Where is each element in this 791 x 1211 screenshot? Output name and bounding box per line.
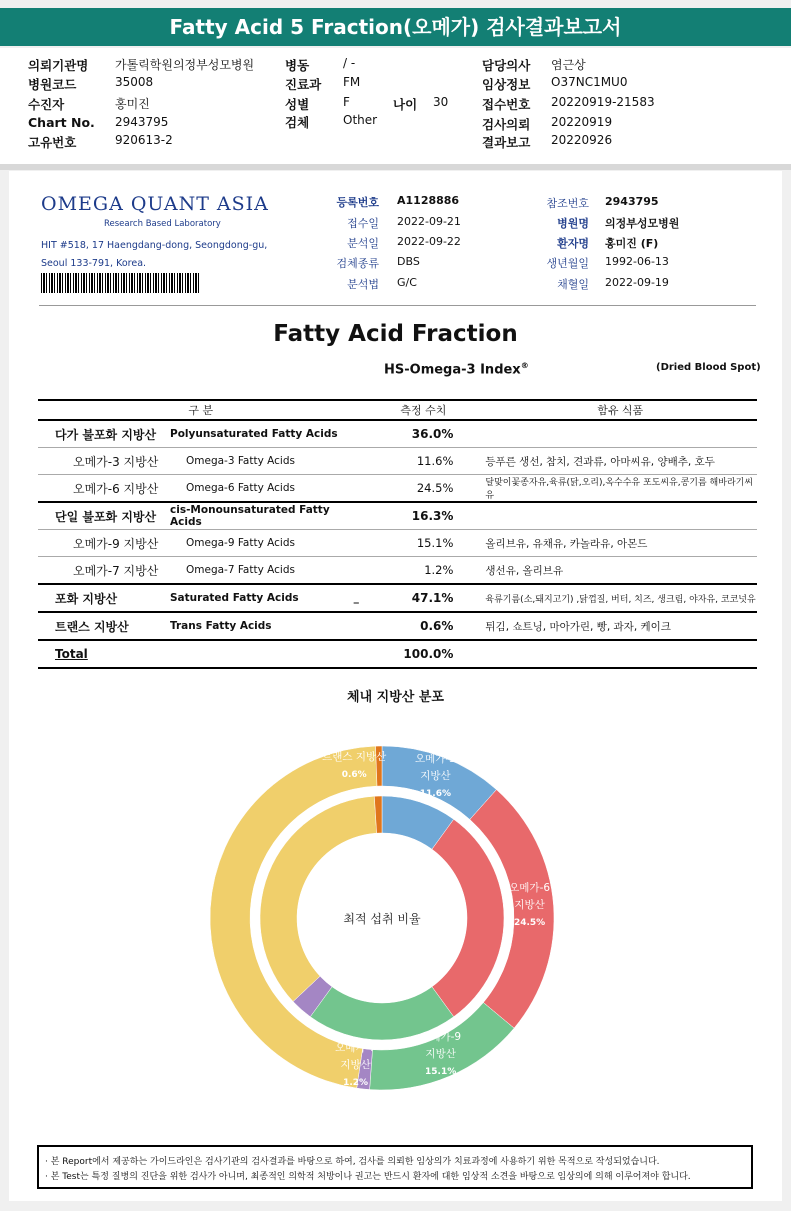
info-value: 2943795 xyxy=(115,115,169,129)
report-title-bar xyxy=(0,8,791,46)
row-food: 올리브유, 유채유, 카놀라유, 아몬드 xyxy=(483,530,757,557)
row-name-en: Omega-7 Fatty Acids xyxy=(170,557,363,585)
disclaimer-line: · 본 Test는 특정 질병의 진단을 위한 검사가 아니며, 최종적인 의학적 처방이나 권고는 반드시 환자에 대한 임상적 소견을 바탕으로 임상의에 의해 이루어져야 합니다. xyxy=(45,1172,691,1182)
disclaimer-line: · 본 Report에서 제공하는 가이드라인은 검사기관의 검사결과를 바탕으로 하여, 검사를 의뢰한 임상의가 치료과정에 사용하기 위한 목적으로 작성되었습니다. xyxy=(45,1157,660,1167)
reg-value: 2943795 xyxy=(605,195,659,208)
info-value: 홍미진 xyxy=(115,97,150,111)
table-row-total xyxy=(38,640,757,668)
row-value: 36.0% xyxy=(411,427,454,441)
reg-value: 2022-09-22 xyxy=(397,235,461,248)
subtitle-text: HS-Omega-3 Index xyxy=(384,362,521,378)
slice-value-label: 11.6% xyxy=(419,788,452,799)
row-name-en-text: Saturated Fatty Acids xyxy=(170,592,299,604)
reg-value: DBS xyxy=(397,255,420,268)
info-label: 수진자 xyxy=(28,97,65,112)
row-value: 0.6% xyxy=(363,612,483,640)
reg-label: 등록번호 xyxy=(336,196,379,209)
column-header: 측정 수치 xyxy=(363,400,483,420)
row-food: 생선유, 올리브유 xyxy=(483,557,757,585)
info-label: 접수번호 xyxy=(482,97,531,112)
row-name-ko: 오메가-6 지방산 xyxy=(38,475,170,503)
total-label xyxy=(38,640,363,668)
table-row xyxy=(38,475,757,503)
row-food: 튀김, 쇼트닝, 마아가린, 빵, 과자, 케이크 xyxy=(483,612,757,640)
info-value: 염근상 xyxy=(551,58,586,72)
row-name-en: Omega-3 Fatty Acids xyxy=(170,448,363,475)
table-row xyxy=(38,612,757,640)
report-subtitle xyxy=(384,361,529,377)
patient-info-panel xyxy=(0,48,791,164)
table-row xyxy=(38,448,757,475)
slice-name-label: 지방산 xyxy=(425,1048,456,1061)
slice-value-label: 47.1% xyxy=(161,911,193,922)
row-value: 11.6% xyxy=(363,448,483,475)
total-value: 100.0% xyxy=(363,640,483,668)
row-name-en: Trans Fatty Acids xyxy=(170,612,363,640)
row-value: 16.3% xyxy=(363,502,483,530)
reg-label: 병원명 xyxy=(557,217,589,230)
row-name-ko: 오메가-9 지방산 xyxy=(38,530,170,557)
info-label: 검체 xyxy=(285,115,310,130)
slice-name-label: 지방산 xyxy=(340,1059,371,1072)
reg-value: 1992-06-13 xyxy=(605,255,669,268)
slice-name-label: 오메가-9 xyxy=(420,1031,462,1044)
row-name-ko: 포화 지방산 xyxy=(38,584,170,612)
row-value: 1.2% xyxy=(363,557,483,585)
slice-value-label: 0.6% xyxy=(341,770,367,781)
info-value: 20220926 xyxy=(551,133,613,147)
reg-label: 채혈일 xyxy=(557,278,589,291)
info-label: 담당의사 xyxy=(482,58,531,73)
barcode xyxy=(41,273,201,293)
info-label: 나이 xyxy=(393,97,418,112)
reg-value: A1128886 xyxy=(397,194,460,207)
info-label: 의뢰기관명 xyxy=(28,58,89,73)
dash-mark: _ xyxy=(353,592,359,604)
info-value: FM xyxy=(343,75,361,89)
table-row xyxy=(38,584,757,612)
slice-name-label: 트랜스 지방산 xyxy=(322,751,387,764)
report-main-title: Fatty Acid Fraction xyxy=(273,321,518,347)
row-food xyxy=(483,640,757,668)
reg-value: 2022-09-19 xyxy=(605,276,669,289)
row-food xyxy=(483,502,757,530)
table-row xyxy=(38,530,757,557)
reg-label: 검체종류 xyxy=(336,257,379,270)
row-name-ko: 오메가-3 지방산 xyxy=(38,448,170,475)
row-name-ko: 단일 불포화 지방산 xyxy=(38,502,170,530)
address-line: HIT #518, 17 Haengdang-dong, Seongdong-gu, xyxy=(41,240,268,251)
reg-value: 2022-09-21 xyxy=(397,215,461,228)
slice-name-label: 오메가-3 xyxy=(414,752,456,765)
row-value: 24.5% xyxy=(363,475,483,503)
reg-label: 참조번호 xyxy=(546,197,589,210)
info-value: 35008 xyxy=(115,75,154,89)
row-value: 15.1% xyxy=(363,530,483,557)
row-name-ko: 다가 불포화 지방산 xyxy=(55,427,157,442)
fatty-acid-table xyxy=(38,399,757,669)
column-header: 구 분 xyxy=(38,400,363,420)
row-name-en: Omega-6 Fatty Acids xyxy=(170,475,363,503)
row-name-en: Omega-9 Fatty Acids xyxy=(170,530,363,557)
slice-name-label: 오메가-7 xyxy=(335,1042,377,1055)
total-text: Total xyxy=(55,647,88,661)
info-label: 임상정보 xyxy=(482,77,531,92)
info-value: F xyxy=(343,95,350,109)
center-label: 최적 섭취 비율 xyxy=(343,912,421,926)
info-label: 병원코드 xyxy=(28,77,77,92)
row-food: 육류기름(소,돼지고기) ,닭껍질, 버터, 치즈, 생크림, 야자유, 코코넛유 xyxy=(483,584,757,612)
info-value: O37NC1MU0 xyxy=(551,75,628,89)
row-name-en: cis-Monounsaturated Fatty Acids xyxy=(170,502,363,530)
row-food: 달맞이꽃종자유,육류(닭,오리),옥수수유 포도씨유,콩기름 해바라기씨유 xyxy=(483,475,757,503)
slice-value-label: 1.2% xyxy=(343,1078,369,1089)
info-value: 20220919-21583 xyxy=(551,95,655,109)
info-value: 30 xyxy=(433,95,449,109)
row-name-en xyxy=(170,584,363,612)
address-line: Seoul 133-791, Korea. xyxy=(41,258,147,269)
table-row xyxy=(38,420,757,448)
table-header xyxy=(38,400,757,420)
reg-value: G/C xyxy=(397,276,417,289)
info-label: 고유번호 xyxy=(28,135,77,150)
reg-label: 접수일 xyxy=(347,217,379,230)
slice-name-label: 오메가-6 xyxy=(509,882,551,895)
report-title: Fatty Acid 5 Fraction(오메가) 검사결과보고서 xyxy=(169,15,622,39)
reg-label: 생년월일 xyxy=(546,257,589,270)
reg-label: 분석일 xyxy=(347,237,379,250)
info-label: 검사의뢰 xyxy=(482,117,531,132)
reg-value: 의정부성모병원 xyxy=(605,217,680,230)
info-label: 결과보고 xyxy=(482,135,531,150)
lab-report xyxy=(9,171,782,1201)
chart-title: 체내 지방산 분포 xyxy=(347,690,444,705)
row-name-ko: 오메가-7 지방산 xyxy=(38,557,170,585)
info-value: Other xyxy=(343,113,378,127)
sample-type: (Dried Blood Spot) xyxy=(656,362,761,373)
reg-label: 분석법 xyxy=(347,278,379,291)
info-value: 20220919 xyxy=(551,115,613,129)
info-label: 진료과 xyxy=(285,77,322,92)
info-value: 920613-2 xyxy=(115,133,173,147)
slice-name-label: 포화 지방산 xyxy=(150,892,205,905)
table-row xyxy=(38,502,757,530)
lab-tagline: Research Based Laboratory xyxy=(104,219,221,229)
row-value: 47.1% xyxy=(363,584,483,612)
lab-logo: OMEGA QUANT ASIA xyxy=(41,193,269,215)
row-name-en: Polyunsaturated Fatty Acids xyxy=(170,428,338,440)
column-header: 함유 식품 xyxy=(483,400,757,420)
reg-label: 환자명 xyxy=(557,237,589,250)
disclaimer-box xyxy=(37,1145,753,1189)
slice-name-label: 지방산 xyxy=(514,899,545,912)
registered-mark: ® xyxy=(520,361,529,370)
info-value: 가톨릭학원의정부성모병원 xyxy=(115,58,255,72)
row-food xyxy=(483,420,757,448)
table-row xyxy=(38,557,757,585)
info-value: / - xyxy=(343,56,356,70)
reg-value: 홍미진 (F) xyxy=(605,237,659,250)
fatty-acid-donut-chart xyxy=(9,711,782,1131)
info-label: Chart No. xyxy=(28,115,95,130)
lab-address xyxy=(41,237,267,273)
slice-name-label: 지방산 xyxy=(420,769,451,782)
info-label: 성별 xyxy=(285,97,310,112)
divider xyxy=(39,305,756,306)
slice-value-label: 15.1% xyxy=(425,1067,457,1078)
slice-value-label: 24.5% xyxy=(513,918,546,929)
divider xyxy=(0,164,791,170)
info-label: 병동 xyxy=(285,58,310,73)
row-food: 등푸른 생선, 참치, 견과류, 아마씨유, 양배추, 호두 xyxy=(483,448,757,475)
row-name-ko: 트랜스 지방산 xyxy=(38,612,170,640)
